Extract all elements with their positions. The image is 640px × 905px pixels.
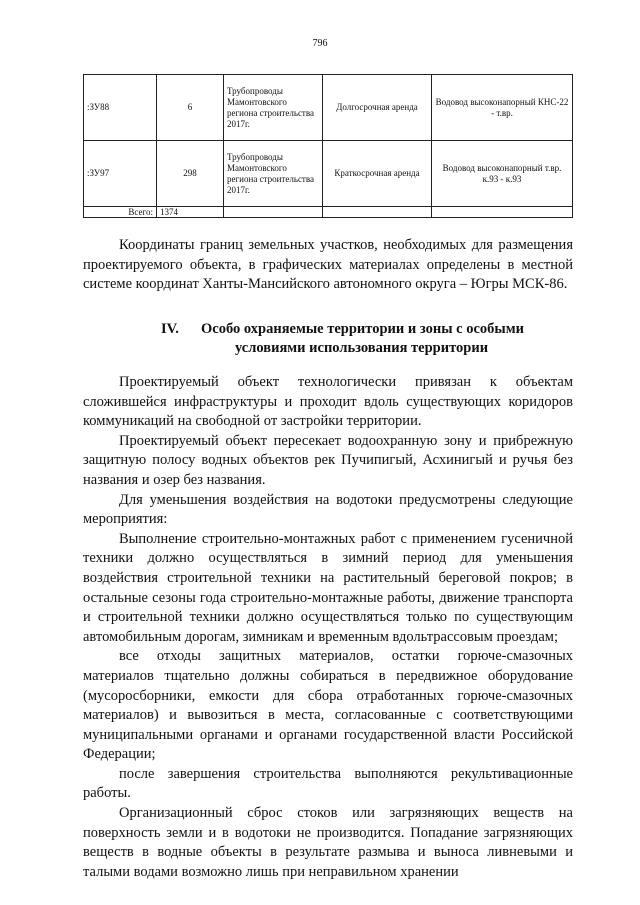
paragraph: Проектируемый объект пересекает водоохранную зону и прибрежную защитную полосу водных объектов рек Пучипигый, Асхинигый и ручья без названия и озер без названия. — [83, 432, 573, 488]
paragraph: после завершения строительства выполняются рекультивационные работы. — [83, 765, 573, 802]
plot-lease-cell: Долгосрочная аренда — [323, 75, 432, 141]
plot-object-cell: Трубопроводы Мамонтовского региона строительства 2017г. — [224, 141, 323, 207]
empty-cell — [224, 207, 323, 218]
plot-lease-cell: Краткосрочная аренда — [323, 141, 432, 207]
plot-area-cell: 6 — [157, 75, 224, 141]
section-body — [83, 373, 573, 882]
table-total-row — [84, 207, 573, 218]
table-row — [84, 141, 573, 207]
plot-object-cell: Трубопроводы Мамонтовского региона строительства 2017г. — [224, 75, 323, 141]
paragraph: все отходы защитных материалов, остатки горюче-смазочных материалов тщательно должны собираться в передвижное оборудование (мусоросборники, емкости для сбора отработанных горюче-смазочных материалов) и вывозиться в места, согласованные с соответствующими муниципальными органами и органами государственной власти Российской Федерации; — [83, 648, 573, 763]
section-title-line-2: условиями использования территории — [235, 340, 489, 356]
section-title-line-1: Особо охраняемые территории и зоны с особыми — [201, 321, 524, 337]
total-label: Всего: — [84, 207, 157, 218]
plot-area-cell: 298 — [157, 141, 224, 207]
total-value: 1374 — [157, 207, 224, 218]
paragraph: Проектируемый объект технологически привязан к объектам сложившейся инфраструктуры и проходит вдоль существующих коридоров коммуникаций на свободной от застройки территории. — [83, 374, 573, 430]
coordinates-paragraph-block — [83, 236, 573, 295]
empty-cell — [323, 207, 432, 218]
table-row — [84, 75, 573, 141]
plot-number-cell: :ЗУ88 — [84, 75, 157, 141]
plot-number-cell: :ЗУ97 — [84, 141, 157, 207]
page-number: 796 — [312, 38, 328, 49]
section-number: IV. — [161, 321, 179, 337]
paragraph: Выполнение строительно-монтажных работ с применением гусеничной техники должно осуществляться в зимний период для уменьшения воздействия строительной техники на растительный береговой покров; в остальные сезоны года строительно-монтажные работы, движение транспорта и строительной техники должно осуществляться только по существующим автомобильным дорогам, зимникам и временным вдольтрассовым проездам; — [83, 530, 573, 645]
plot-description-cell: Водовод высоконапорный КНС-22 - т.вр. — [432, 75, 573, 141]
land-plots-table — [83, 74, 573, 218]
paragraph: Для уменьшения воздействия на водотоки предусмотрены следующие мероприятия: — [83, 491, 573, 528]
empty-cell — [432, 207, 573, 218]
coordinates-paragraph: Координаты границ земельных участков, необходимых для размещения проектируемого объекта, в графических материалах определены в местной системе координат Ханты-Мансийского автономного округа – Югры МСК-86. — [83, 237, 573, 293]
plot-description-cell: Водовод высоконапорный т.вр. к.93 - к.93 — [432, 141, 573, 207]
paragraph: Организационный сброс стоков или загрязняющих веществ на поверхность земли и в водотоки не производится. Попадание загрязняющих веществ в водные объекты в результате размыва и выноса ливневыми и талыми водами возможно лишь при неправильном хранении — [83, 805, 573, 880]
